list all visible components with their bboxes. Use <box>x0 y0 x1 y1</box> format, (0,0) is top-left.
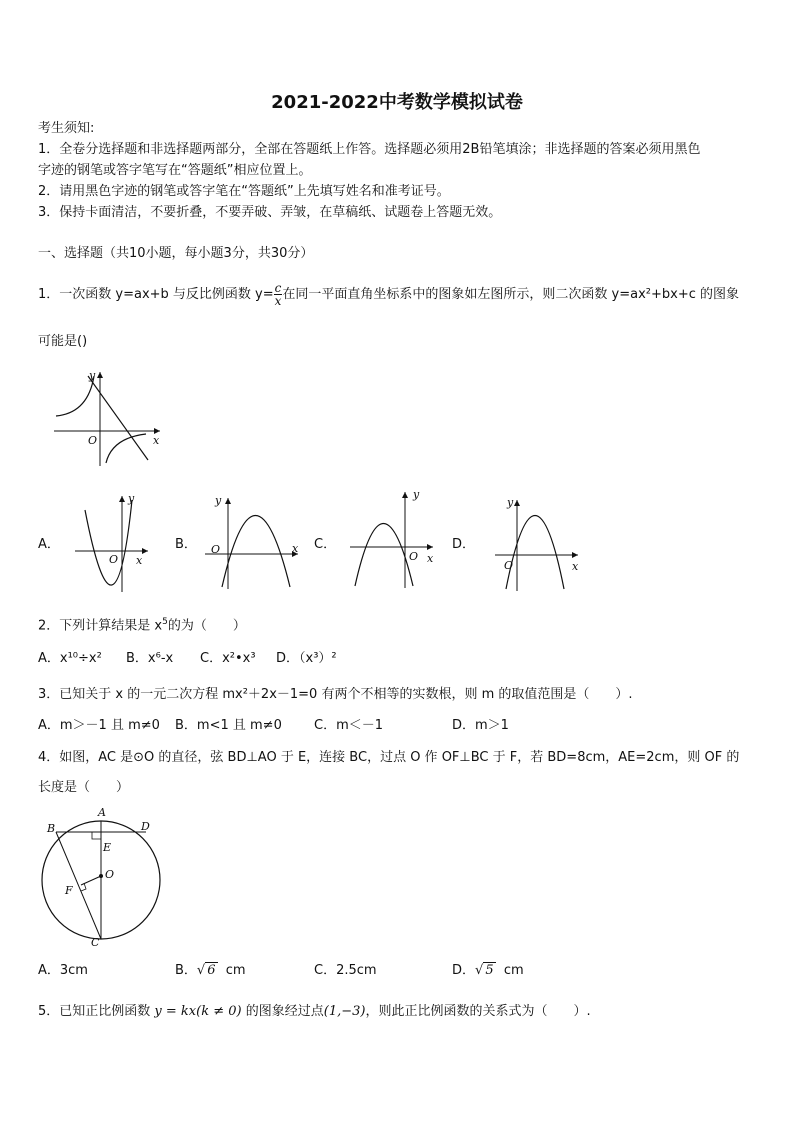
q4-option-b[interactable] <box>175 962 246 980</box>
q4-label-f: F <box>65 884 73 897</box>
q1-option-d-label: D． <box>452 537 476 552</box>
q1-b-y-label: y <box>215 494 222 507</box>
q3-option-c[interactable]: C．m＜－1 <box>314 718 384 733</box>
q1-frac-num: c <box>274 281 282 295</box>
q1-stem <box>38 282 739 308</box>
q1-stem-line2: 可能是() <box>38 334 88 349</box>
q1-d-x-label: x <box>572 560 579 573</box>
q3-stem: 3．已知关于 x 的一元二次方程 mx²＋2x－1=0 有两个不相等的实数根，则 m 的取值范围是（ ）. <box>38 687 633 702</box>
q1-b-parabola <box>222 516 290 588</box>
q4-label-c: C <box>91 936 100 948</box>
q5-formula: y = kx(k ≠ 0) <box>154 1004 242 1019</box>
q1-option-b-graph[interactable] <box>200 492 305 592</box>
q1-d-y-label: y <box>507 496 514 509</box>
page-title: 2021-2022中考数学模拟试卷 <box>271 92 523 113</box>
q1-ref-hyperbola-left <box>56 376 94 416</box>
q4-option-d-radicand: 5 <box>485 963 494 978</box>
q1-reference-graph <box>50 368 165 468</box>
q2-option-c[interactable]: C．x²•x³ <box>200 651 256 666</box>
q4-stem-line1: 4．如图，AC 是⊙O 的直径，弦 BD⊥AO 于 E，连接 BC，过点 O 作 OF⊥BC 于 F，若 BD=8cm，AE=2cm，则 OF 的 <box>38 750 740 765</box>
q1-d-parabola <box>506 516 564 590</box>
q5-stem-post: ，则此正比例函数的关系式为（ ）. <box>365 1004 591 1019</box>
q4-option-b-prefix: B． <box>175 963 197 978</box>
q4-right-angle-e <box>92 832 101 839</box>
q1-a-y-arrow <box>119 496 125 502</box>
notice-line-3: 2．请用黑色字迹的钢笔或答字笔在“答题纸”上先填写姓名和准考证号。 <box>38 184 450 199</box>
q5-point: (1,−3) <box>323 1004 366 1019</box>
q2-stem-post: 的为（ ） <box>167 618 246 634</box>
q2-stem-sup: 5 <box>162 617 168 627</box>
q1-d-x-arrow <box>572 552 578 558</box>
q3-option-a[interactable]: A．m＞－1 且 m≠0 <box>38 718 160 733</box>
q5-stem-pre: 5．已知正比例函数 <box>38 1004 151 1019</box>
q4-label-e: E <box>103 841 112 854</box>
q1-option-c-graph[interactable] <box>345 486 440 591</box>
q4-stem-line2: 长度是（ ） <box>38 780 130 795</box>
q1-option-b-label: B． <box>175 537 197 552</box>
q1-c-x-label: x <box>427 552 434 565</box>
q4-option-d-sqrt: √ 5 <box>475 963 494 978</box>
q4-circle-figure <box>36 802 166 948</box>
q2-option-d[interactable]: D．（x³）² <box>276 651 337 666</box>
q1-frac-den: x <box>274 294 282 308</box>
q3-option-d[interactable]: D．m＞1 <box>452 718 509 733</box>
q1-option-c-label: C． <box>314 537 337 552</box>
q4-option-c[interactable]: C．2.5cm <box>314 963 377 978</box>
q1-ref-y-label: y <box>89 369 96 382</box>
q4-option-a[interactable]: A．3cm <box>38 963 88 978</box>
q1-d-origin-label: O <box>504 559 514 572</box>
q3-option-b[interactable]: B．m<1 且 m≠0 <box>175 718 282 733</box>
q1-c-y-arrow <box>402 492 408 498</box>
q4-line-bc <box>56 832 101 939</box>
q1-a-x-label: x <box>136 554 143 567</box>
q4-option-d-unit: cm <box>503 963 524 978</box>
q4-option-b-radicand: 6 <box>207 963 216 978</box>
q5-stem-mid: 的图象经过点 <box>245 1004 324 1019</box>
q4-option-b-unit: cm <box>225 963 246 978</box>
q4-center-dot <box>99 874 103 878</box>
q1-c-x-arrow <box>427 544 433 550</box>
q1-a-origin-label: O <box>109 553 119 566</box>
notice-line-1: 1．全卷分选择题和非选择题两部分，全部在答题纸上作答。选择题必须用2B铅笔填涂；非选择题的答案必须用黑色 <box>38 142 701 157</box>
q1-c-origin-label: O <box>409 550 419 563</box>
q1-ref-y-arrow <box>97 372 103 378</box>
notice-line-2: 字迹的钢笔或答字笔写在“答题纸”相应位置上。 <box>38 163 312 178</box>
q2-option-b[interactable]: B．x⁶-x <box>126 651 174 666</box>
notice-heading: 考生须知: <box>38 121 95 136</box>
q1-stem-post: 在同一平面直角坐标系中的图象如左图所示，则二次函数 y=ax²+bx+c 的图象 <box>282 287 739 302</box>
q1-ref-origin-label: O <box>88 434 98 447</box>
q1-ref-x-label: x <box>153 434 160 447</box>
q1-d-y-arrow <box>514 500 520 506</box>
q1-a-x-arrow <box>142 548 148 554</box>
q4-option-d[interactable] <box>452 962 524 980</box>
q1-b-x-label: x <box>292 542 299 555</box>
q4-label-o: O <box>105 868 115 881</box>
q1-a-y-label: y <box>128 492 135 505</box>
q4-option-d-prefix: D． <box>452 963 476 978</box>
q2-stem <box>38 613 246 635</box>
q5-stem <box>38 1003 591 1021</box>
q1-a-parabola <box>85 500 132 585</box>
q1-stem-pre: 1．一次函数 y=ax+b 与反比例函数 y= <box>38 287 274 302</box>
q4-label-a: A <box>98 806 106 819</box>
q1-c-y-label: y <box>413 488 420 501</box>
q4-label-b: B <box>47 822 56 835</box>
q1-ref-line <box>88 376 148 460</box>
q1-b-y-arrow <box>225 498 231 504</box>
q2-option-a[interactable]: A．x¹⁰÷x² <box>38 651 102 666</box>
q1-b-origin-label: O <box>211 543 221 556</box>
notice-line-4: 3．保持卡面清洁，不要折叠，不要弄破、弄皱，在草稿纸、试题卷上答题无效。 <box>38 205 502 220</box>
q1-option-a-graph[interactable] <box>70 490 160 595</box>
q2-stem-pre: 2．下列计算结果是 x <box>38 618 163 634</box>
q1-option-a-label: A． <box>38 537 60 552</box>
q1-option-d-graph[interactable] <box>490 494 585 594</box>
q4-label-d: D <box>141 820 150 833</box>
q4-option-b-sqrt: √ 6 <box>196 963 216 978</box>
q1-c-parabola <box>355 524 413 587</box>
section-heading: 一、选择题（共10小题，每小题3分，共30分） <box>38 246 314 261</box>
